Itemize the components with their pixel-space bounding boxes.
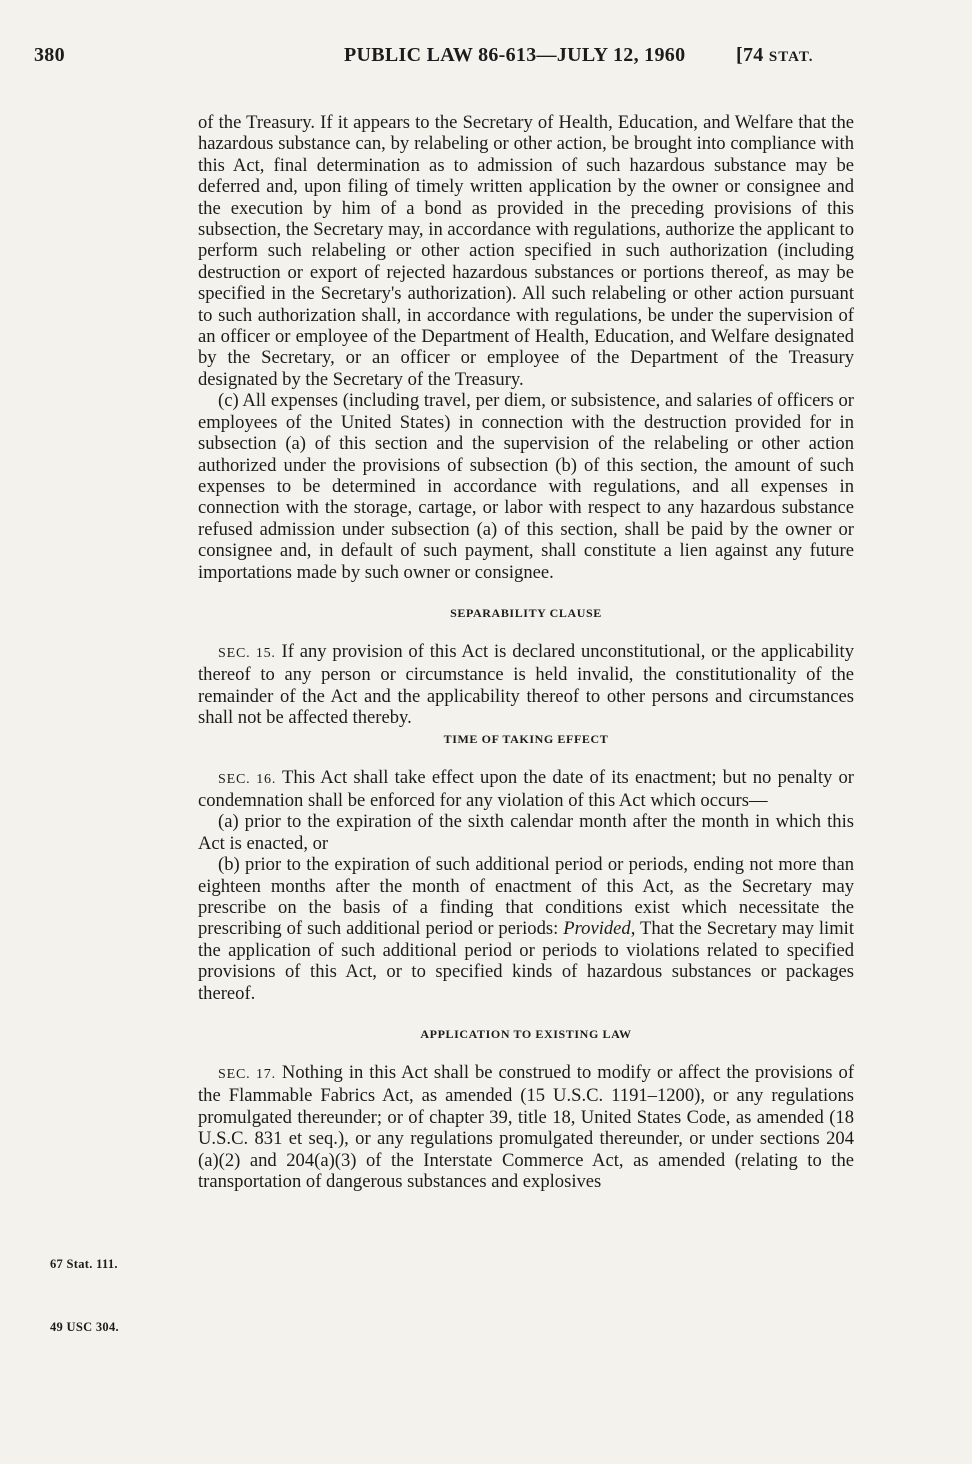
paragraph-continuation: of the Treasury. If it appears to the Secretary of Health, Education, and Welfare that the hazardous substance can, by relabeling or other action, be brought into compliance with this Act, final determination as to admission of such hazardous substance may be deferred and, upon filing of timely written application by the owner or consignee and the execution by him of a bond as provided in the preceding provisions of this subsection, the Secretary may, in accordance with regulations, authorize the applicant to perform such relabeling or other action specified in such authorization (including destruction or export of rejected hazardous substances or portions thereof, as may be specified in the Secretary's authorization). All such relabeling or other action pursuant to such authorization shall, in accordance with regulations, be under the supervision of an officer or employee of the Department of Health, Education, and Welfare designated by the Secretary, or an officer or employee of the Department of the Treasury designated by the Secretary of the Treasury. <box>198 112 854 390</box>
running-title: PUBLIC LAW 86-613—JULY 12, 1960 <box>344 44 686 66</box>
margin-note-49-usc: 49 USC 304. <box>50 1320 119 1334</box>
section-15-text: If any provision of this Act is declared unconstitutional, or the applicability thereof to any person or circumstance is held invalid, the constitutionality of the remainder of the Act and the applicability thereof to other persons and circumstances shall not be affected thereby. <box>198 640 854 729</box>
section-16-item-b <box>198 854 854 1004</box>
page-number: 380 <box>34 44 65 66</box>
paragraph-subsection-c: (c) All expenses (including travel, per diem, or subsistence, and salaries of officers or employees of the United States) in connection with the destruction provided for in subsection (a) of this section and the supervision of the relabeling or other action authorized under the provisions of subsection (b) of this section, the amount of such expenses to be determined in accordance with regulations, and all expenses in connection with the storage, cartage, or labor with respect to any hazardous substance refused admission under subsection (a) of this section, shall be paid by the owner or consignee and, in default of such payment, shall constitute a lien against any future importations made by such owner or consignee. <box>198 390 854 583</box>
section-16-item-b-pre: (b) prior to the expiration of such additional period or periods, ending not more than eighteen months after the month of enactment of this Act, as the Secretary may prescribe on the basis of a finding that conditions exist which necessitate the prescribing of such additional period or periods: <box>198 854 854 940</box>
running-header <box>0 44 972 74</box>
heading-application-to-existing-law: APPLICATION TO EXISTING LAW <box>420 1027 632 1042</box>
section-17-label: SEC. 17. <box>218 1067 276 1083</box>
section-16-item-a: (a) prior to the expiration of the sixth calendar month after the month in which this Act is enacted, or <box>198 811 854 854</box>
section-15-label: SEC. 15. <box>218 645 276 661</box>
section-15 <box>198 641 854 729</box>
section-16-item-b-provided: Provided <box>563 918 631 940</box>
section-16-item-b-post: , That the Secretary may limit the application of such additional period or periods to violations related to specified provisions of this Act, or to specified kinds of hazardous substances or packages thereof. <box>198 918 854 1004</box>
section-17-text: Nothing in this Act shall be construed to modify or affect the provisions of the Flammable Fabrics Act, as amended (15 U.S.C. 1191–1200), or any regulations promulgated thereunder; or of chapter 39, title 18, United States Code, as amended (18 U.S.C. 831 et seq.), or any regulations promulgated thereunder, or under sections 204 (a)(2) and 204(a)(3) of the Interstate Commerce Act, as amended (relating to the transportation of dangerous substances and explosives <box>198 1062 855 1193</box>
section-16-label: SEC. 16. <box>218 771 277 787</box>
volume-bracket: [74 <box>736 44 769 66</box>
section-16 <box>198 767 854 812</box>
volume-stat: STAT. <box>768 49 814 65</box>
volume-reference <box>736 44 813 67</box>
heading-separability-clause: SEPARABILITY CLAUSE <box>450 605 602 620</box>
page-body <box>198 112 854 1192</box>
margin-note-67-stat: 67 Stat. 111. <box>50 1257 118 1271</box>
section-17 <box>198 1062 854 1192</box>
heading-time-of-taking-effect: TIME OF TAKING EFFECT <box>443 731 609 746</box>
section-16-text: This Act shall take effect upon the date of its enactment; but no penalty or condemnation shall be enforced for any violation of this Act which occurs— <box>198 766 854 811</box>
